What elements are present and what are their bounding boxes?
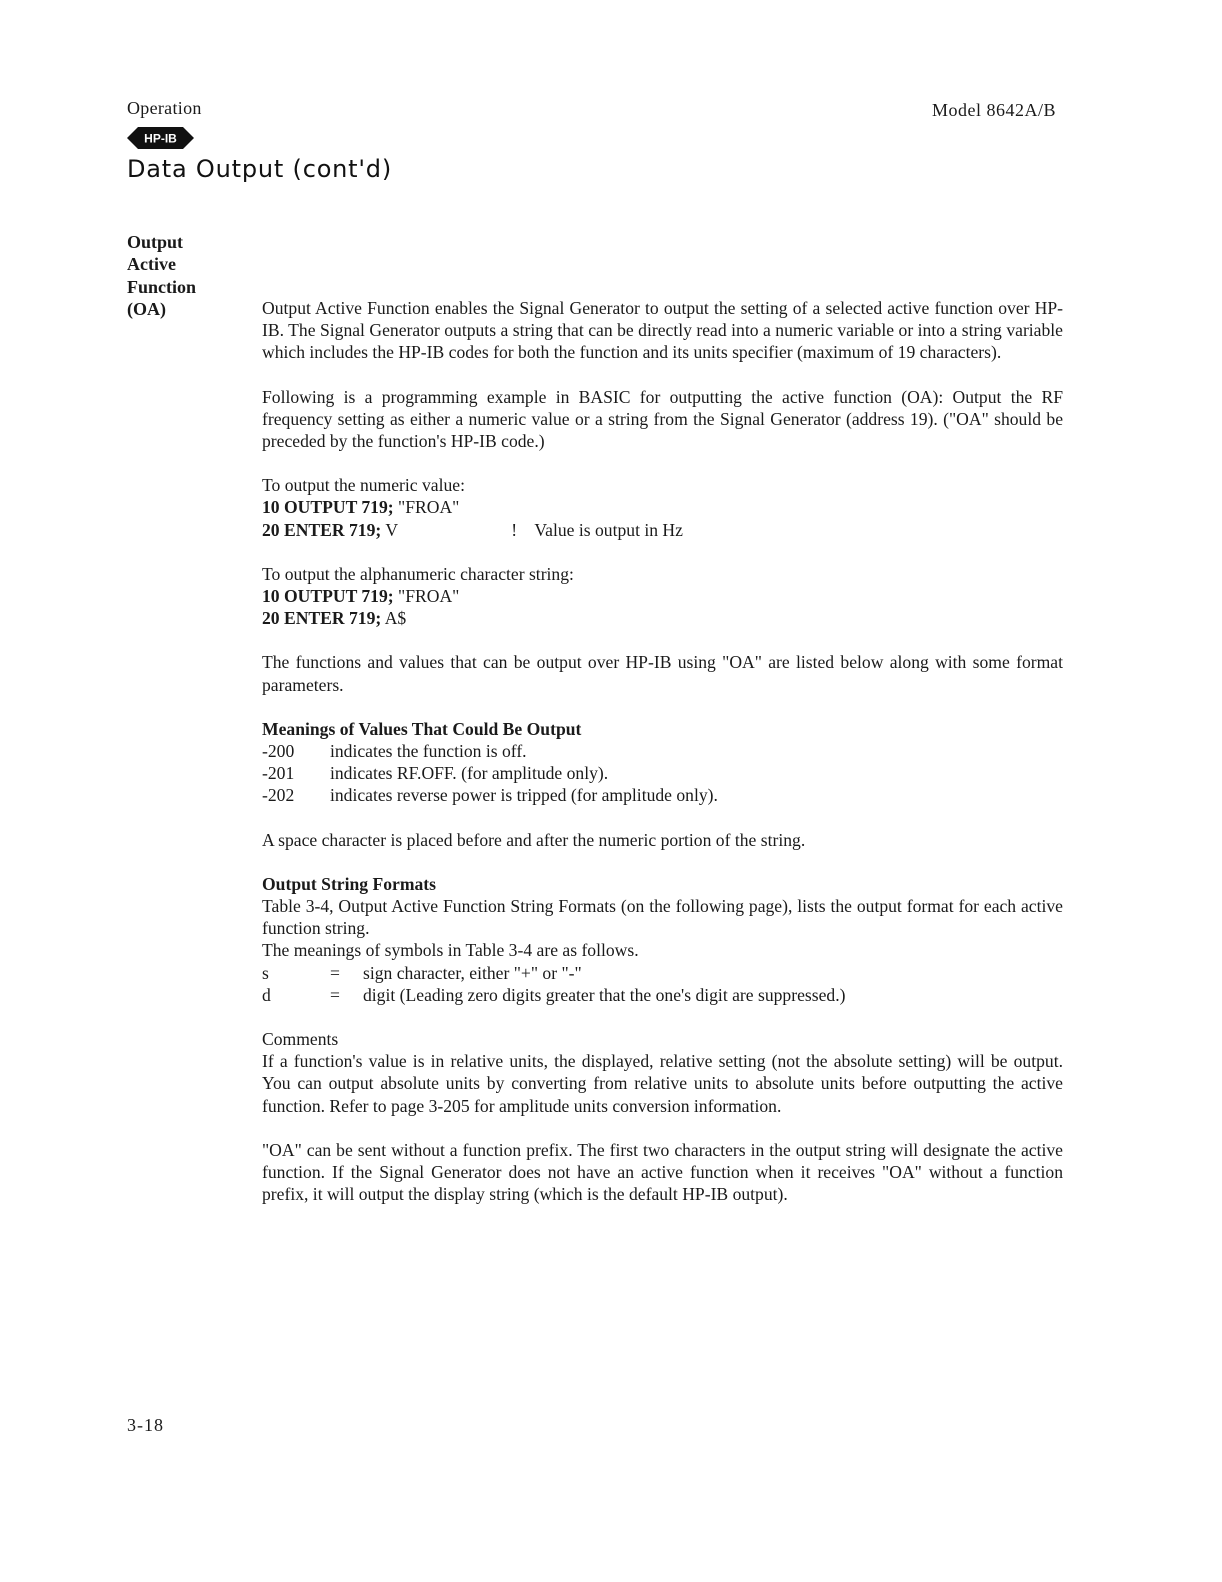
sidebar-heading-line: Output (127, 232, 184, 252)
sidebar-heading-line: Active (127, 254, 176, 275)
symbol-key: d (262, 984, 271, 1005)
formats-paragraph: Table 3-4, Output Active Function String Formats (on the following page), lists the output format for each active function string. (262, 896, 1063, 939)
page-number: 3-18 (127, 1415, 164, 1435)
symbols-intro: The meanings of symbols in Table 3-4 are as follows. (262, 940, 639, 961)
symbol-equals: = (330, 984, 340, 1005)
code-line (262, 585, 1063, 607)
page-title: Data Output (cont'd) (127, 155, 392, 183)
code-statement: 10 OUTPUT 719; (262, 497, 394, 518)
code-line (262, 519, 1063, 541)
sidebar-heading-line: (OA) (127, 299, 166, 320)
code-statement: 20 ENTER 719; (262, 519, 382, 540)
symbol-text: sign character, either "+" or "-" (363, 962, 582, 983)
space-paragraph: A space character is placed before and after the numeric portion of the string. (262, 829, 806, 850)
code-argument: A$ (381, 608, 407, 629)
symbol-text: digit (Leading zero digits greater that the one's digit are suppressed.) (363, 984, 846, 1005)
code-argument: V (381, 519, 399, 540)
section-label: Operation (127, 98, 202, 118)
symbol-row (262, 984, 1063, 1006)
symbol-equals: = (330, 962, 340, 983)
hp-ib-badge-icon (127, 127, 194, 149)
meaning-code: -201 (262, 763, 295, 784)
functions-paragraph: The functions and values that can be output over HP-IB using "OA" are listed below along with some format parameters. (262, 652, 1063, 695)
body-text (262, 297, 1063, 1206)
sidebar-heading-line: Function (127, 276, 197, 297)
meaning-row (262, 762, 1063, 784)
meaning-row (262, 784, 1063, 806)
model-label: Model 8642A/B (932, 100, 1057, 120)
badge-text: HP-IB (144, 131, 177, 146)
formats-heading: Output String Formats (262, 873, 436, 894)
code-line (262, 607, 1063, 629)
code-argument: "FROA" (393, 586, 460, 607)
comments-heading: Comments (262, 1029, 339, 1050)
code-statement: 10 OUTPUT 719; (262, 586, 394, 607)
sidebar-heading (127, 231, 237, 321)
example-intro-paragraph: Following is a programming example in BASIC for outputting the active function (OA): Output the RF frequency setting as either a numeric value or a string from the Signal Generator (address 19). ("OA" should be preceded by the function's HP-IB code.) (262, 386, 1063, 452)
code-comment: ! Value is output in Hz (511, 519, 683, 540)
code-line (262, 496, 1063, 518)
symbol-row (262, 962, 1063, 984)
string-label: To output the alphanumeric character string: (262, 563, 574, 584)
meanings-heading: Meanings of Values That Could Be Output (262, 718, 582, 739)
intro-paragraph: Output Active Function enables the Signal Generator to output the setting of a selected active function over HP-IB. The Signal Generator outputs a string that can be directly read into a numeric variable or into a string variable which includes the HP-IB codes for both the function and its units specifier (maximum of 19 characters). (262, 298, 1063, 363)
meaning-code: -200 (262, 741, 295, 762)
meaning-text: indicates reverse power is tripped (for amplitude only). (330, 785, 718, 806)
comments-paragraph-2: "OA" can be sent without a function prefix. The first two characters in the output string will designate the active function. If the Signal Generator does not have an active function when it receives "OA" without a function prefix, it will output the display string (which is the default HP-IB output). (262, 1139, 1063, 1205)
symbol-key: s (262, 962, 269, 983)
code-statement: 20 ENTER 719; (262, 608, 382, 629)
comments-paragraph-1: If a function's value is in relative units, the displayed, relative setting (not the absolute setting) will be output. You can output absolute units by converting from relative units to absolute units before outputting the active function. Refer to page 3-205 for amplitude units conversion information. (262, 1051, 1063, 1116)
code-argument: "FROA" (393, 497, 460, 518)
meaning-text: indicates the function is off. (330, 741, 527, 762)
meaning-code: -202 (262, 785, 295, 806)
numeric-label: To output the numeric value: (262, 475, 465, 496)
meaning-row (262, 740, 1063, 762)
meaning-text: indicates RF.OFF. (for amplitude only). (330, 763, 609, 784)
